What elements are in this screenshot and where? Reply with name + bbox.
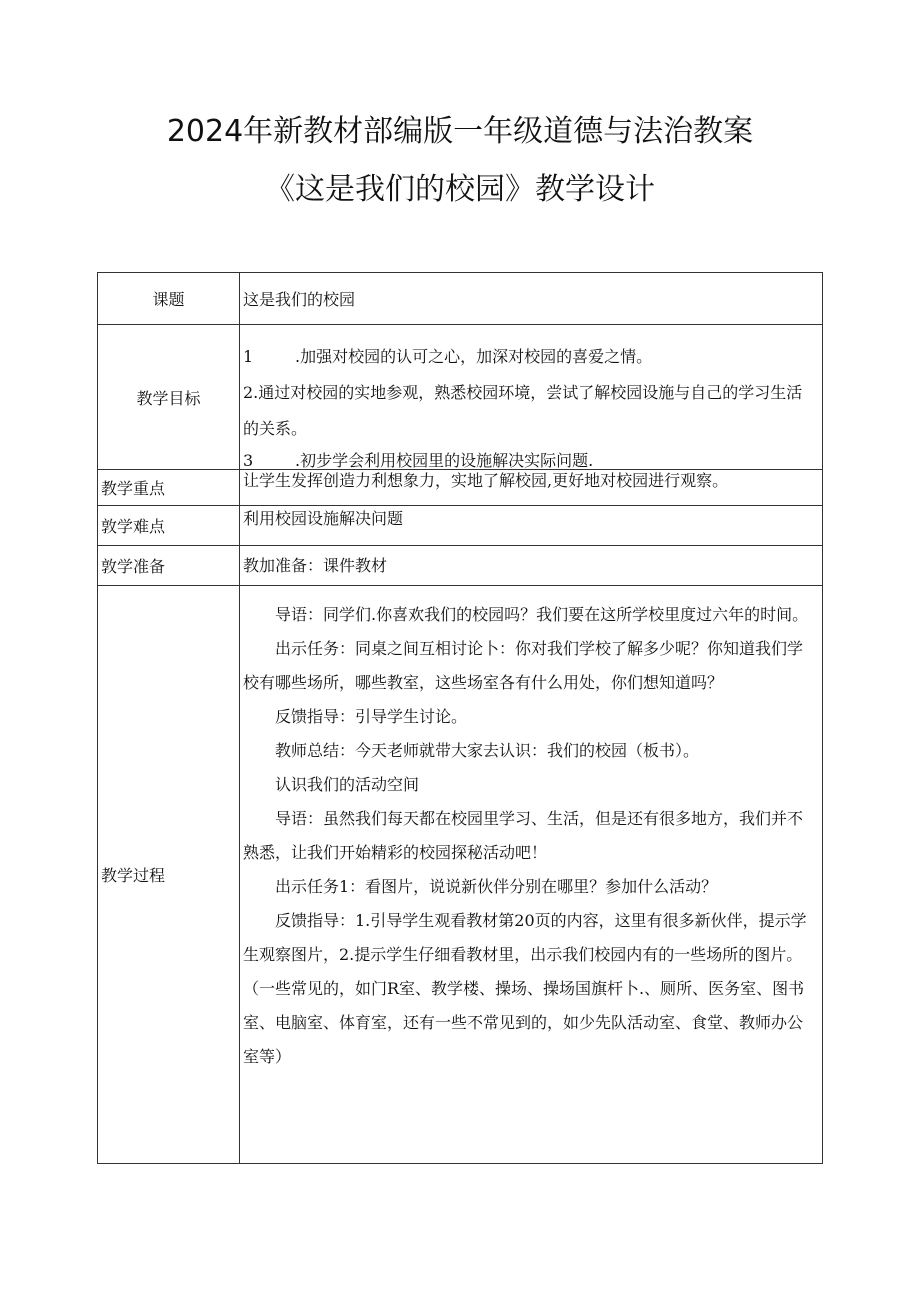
document-title: 2024年新教材部编版一年级道德与法治教案 [166,114,754,149]
objective-1-text: .加强对校园的认可之心，加深对校园的喜爱之情。 [295,347,653,366]
topic-label: 课题 [98,273,240,325]
objective-3-text: .初步学会利用校园里的设施解决实际问题. [295,451,594,469]
table-row-key-points [98,470,823,506]
objectives-label: 教学目标 [98,325,240,470]
topic-value: 这是我们的校园 [240,273,823,325]
key-points-label: 教学重点 [98,470,240,506]
process-paragraph: 出示任务：同桌之间互相讨论卜：你对我们学校了解多少呢？你知道我们学校有哪些场所，哪些教室，这些场室各有什么用处，你们想知道吗？ [243,639,804,692]
objective-item-1 [243,339,818,375]
difficulties-value: 利用校园设施解决问题 [240,506,823,546]
objective-item-2: 2.通过对校园的实地参观，熟悉校园环境，尝试了解校园设施与自己的学习生活的关系。 [243,383,803,438]
key-points-value: 让学生发挥创造力利想象力，实地了解校园,更好地对校园进行观察。 [240,470,823,506]
table-row-difficulties [98,506,823,546]
objective-1-number: 1 [243,347,254,366]
process-paragraph: 导语：同学们.你喜欢我们的校园吗？我们要在这所学校里度过六年的时间。 [275,605,809,624]
objectives-cell [240,325,823,470]
process-paragraph: 认识我们的活动空间 [275,775,420,794]
process-cell [240,586,823,1164]
process-paragraph: 教师总结：今天老师就带大家去认识：我们的校园（板书）。 [275,741,700,760]
document-subtitle: 《这是我们的校园》教学设计 [265,172,655,207]
objective-3-number: 3 [243,451,254,469]
process-paragraph: 反馈指导：引导学生讨论。 [275,707,468,726]
process-label: 教学过程 [98,586,240,1164]
table-row-objectives [98,325,823,470]
lesson-plan-table [97,272,823,1164]
objective-item-3 [243,443,593,469]
process-paragraph: 出示任务1：看图片，说说新伙伴分别在哪里？参加什么活动？ [275,877,718,896]
preparation-label: 敦学准备 [98,546,240,586]
preparation-value: 教加准备：课件教材 [240,546,823,586]
table-row-process [98,586,823,1164]
process-paragraph: 反馈指导：1.引导学生观看教材第20页的内容，这里有很多新伙伴，提示学生观察图片，2.提示学生仔细看教材里，出示我们校园内有的一些场所的图片。（一些常见的，如门R室、教学楼、操场、操场国旗杆卜.、厕所、医务室、图书室、电脑室、体育室，还有一些不常见到的，如少先队活动室、食堂、教师办公室等） [243,911,807,1066]
table-row-topic [98,273,823,325]
difficulties-label: 敦学难点 [98,506,240,546]
table-row-preparation [98,546,823,586]
process-paragraph: 导语：虽然我们每天都在校园里学习、生活，但是还有很多地方，我们并不熟悉，让我们开始精彩的校园探秘活动吧！ [243,809,804,862]
